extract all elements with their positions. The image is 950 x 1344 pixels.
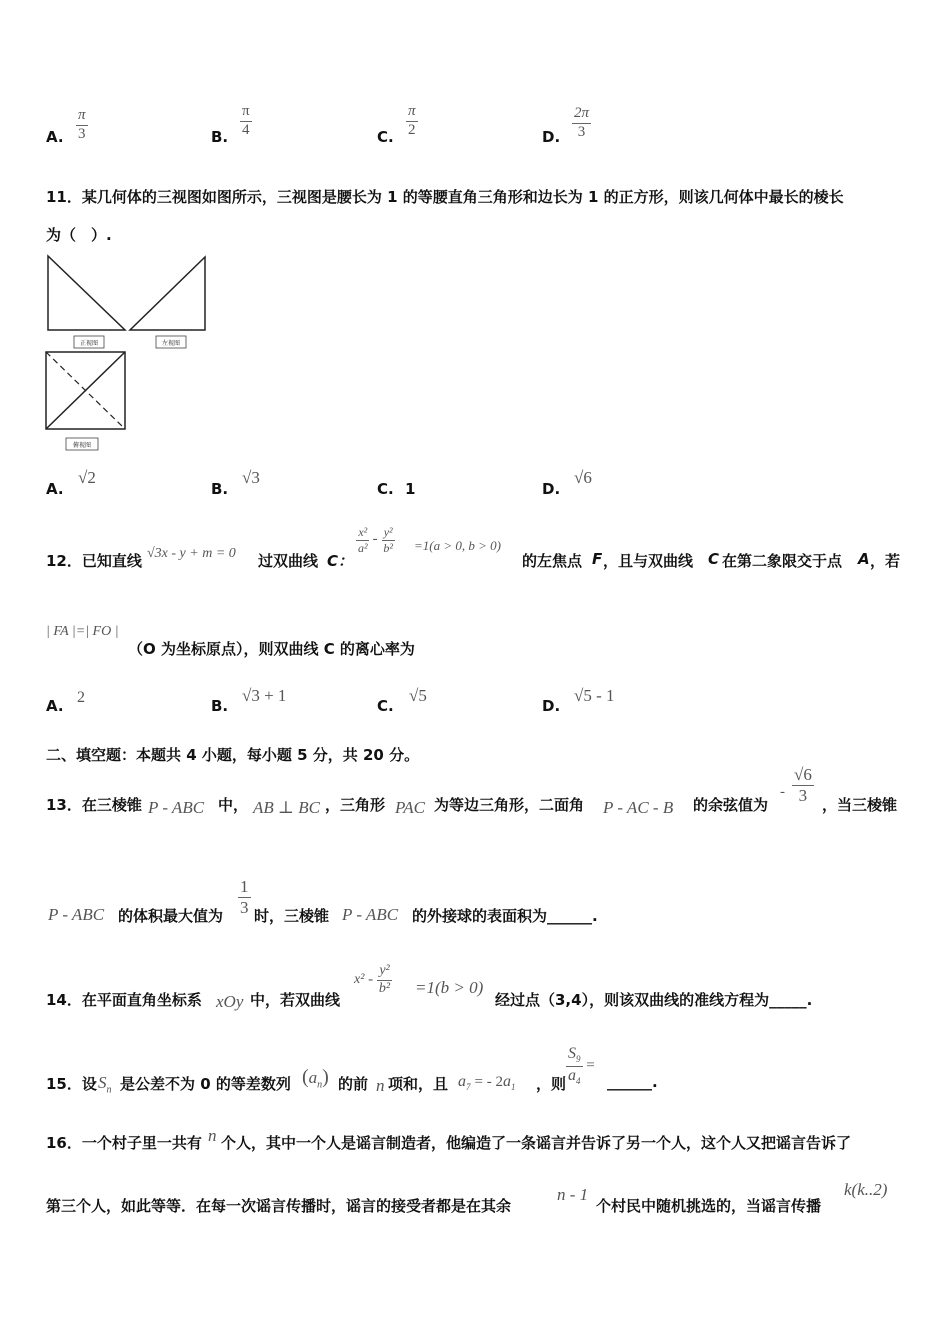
q14-coordinate-system: xOy	[216, 992, 244, 1011]
three-view-figure	[40, 250, 220, 460]
q15-t5: ，则	[536, 1075, 567, 1093]
side-view-caption: 左视图	[161, 340, 181, 347]
q15-condition: $a_7$ = - $2a_1$	[458, 1073, 516, 1093]
q12-option-c-label: C.	[377, 697, 394, 715]
q16-l2-t2: 个村民中随机挑选的，当谣言传播	[596, 1197, 822, 1215]
q12-option-b-value: √3 + 1	[242, 686, 287, 705]
q13-l2-pyramid2: P - ABC	[342, 905, 399, 924]
q13-t1: 13．在三棱锥	[46, 796, 142, 814]
q12-mid2: 的左焦点	[522, 552, 583, 570]
q11-option-b-label: B.	[211, 480, 229, 498]
q10-option-d-value: $\frac{2\pi}{3}$	[574, 105, 590, 140]
q12-prefix: 12．已知直线	[46, 552, 142, 570]
q13-triangle: PAC	[395, 798, 425, 817]
q12-line2: （O 为坐标原点），则双曲线 C 的离心率为	[128, 640, 415, 658]
q12-a: A	[858, 550, 870, 568]
q15-blank: ______.	[607, 1073, 658, 1091]
q13-t3: ，三角形	[325, 796, 386, 814]
q13-perpendicular: AB ⊥ BC	[253, 798, 320, 817]
q10-option-b-label: B.	[211, 128, 229, 146]
q13-l2-t3: 的外接球的表面积为______.	[412, 907, 598, 925]
q12-hyperbola-condition: =1(a > 0, b > 0)	[414, 538, 501, 553]
front-view-caption: 正视图	[79, 340, 99, 347]
q13-t2: 中，	[218, 796, 249, 814]
q13-pyramid: P - ABC	[148, 798, 205, 817]
q10-option-a-value: $\frac{\pi}{3}$	[78, 107, 86, 142]
section-2-heading: 二、填空题：本题共 4 小题，每小题 5 分，共 20 分。	[46, 746, 420, 764]
q12-c: C	[708, 550, 720, 568]
q12-option-a-value: 2	[77, 689, 85, 706]
side-view-triangle	[130, 257, 205, 330]
q16-t2: 个人，其中一个人是谣言制造者，他编造了一条谣言并告诉了另一个人，这个人又把谣言告诉了	[221, 1134, 852, 1152]
q13-dihedral: P - AC - B	[603, 798, 674, 817]
q13-l2-t1: 的体积最大值为	[118, 907, 224, 925]
q13-t6: ，当三棱锥	[822, 796, 898, 814]
q14-condition: =1(b > 0)	[415, 978, 484, 997]
q14-t3: 经过点（3,4），则该双曲线的准线方程为_____.	[495, 991, 813, 1009]
q13-cos-fraction: $\frac{√6}{3}$	[794, 765, 812, 805]
q11-option-d-label: D.	[542, 480, 561, 498]
q14-hyperbola-eq: x² - $\frac{\text{y²}}{\text{b²}}$	[354, 963, 391, 996]
q11-line2: 为（ ）.	[46, 226, 112, 244]
q12-mid3: ，且与双曲线	[603, 552, 694, 570]
q10-option-c-value: $\frac{\pi}{2}$	[408, 103, 416, 138]
q12-mid1: 过双曲线	[258, 552, 319, 570]
q12-f: F	[592, 550, 603, 568]
q12-end: ，若	[870, 552, 901, 570]
q11-option-a-value: √2	[78, 468, 96, 487]
q11-line1: 11．某几何体的三视图如图所示，三视图是腰长为 1 的等腰直角三角形和边长为 1 的正方形，则该几何体中最长的棱长	[46, 188, 844, 206]
q15-ratio: $\frac{S_9}{a_4}$ =	[568, 1045, 595, 1086]
q11-option-c-value: 1	[405, 480, 416, 498]
q10-option-b-value: $\frac{\pi}{4}$	[242, 103, 250, 138]
q13-volume-fraction: $\frac{1}{3}$	[240, 877, 249, 917]
q15-t4: 项和，且	[388, 1075, 449, 1093]
q16-n-minus-1: n - 1	[557, 1185, 589, 1204]
q12-condition: | FA |=| FO |	[46, 624, 119, 639]
q11-option-c-label: C.	[377, 480, 394, 498]
q15-t1: 15．设	[46, 1075, 97, 1093]
q14-t2: 中，若双曲线	[250, 991, 341, 1009]
q16-t1: 16．一个村子里一共有	[46, 1134, 202, 1152]
q11-option-b-value: √3	[242, 468, 260, 487]
q10-option-c-label: C.	[377, 128, 394, 146]
q12-option-a-label: A.	[46, 697, 64, 715]
front-view-triangle	[48, 256, 125, 330]
q15-sn: $S_n$	[98, 1073, 112, 1096]
q16-k: k(k..2)	[844, 1180, 888, 1199]
q13-t5: 的余弦值为	[693, 796, 769, 814]
q12-mid4: 在第二象限交于点	[722, 552, 843, 570]
q15-sequence: $(a_n)$	[302, 1066, 329, 1091]
q16-n: n	[208, 1126, 217, 1145]
q13-t4: 为等边三角形，二面角	[434, 796, 585, 814]
q12-line-equation: √3x - y + m = 0	[147, 546, 236, 561]
q12-option-b-label: B.	[211, 697, 229, 715]
q13-l2-pyramid: P - ABC	[48, 905, 105, 924]
q13-l2-t2: 时，三棱锥	[254, 907, 330, 925]
q11-option-d-value: √6	[574, 468, 592, 487]
q12-hyperbola-eq: $\frac{\text{x²}}{\text{a²}}$ - $\frac{\text{y²}}{\text{b²}}$	[358, 525, 393, 555]
q12-option-d-label: D.	[542, 697, 561, 715]
q10-option-d-label: D.	[542, 128, 561, 146]
q15-t3: 的前	[338, 1075, 369, 1093]
q11-option-a-label: A.	[46, 480, 64, 498]
q16-l2-t1: 第三个人，如此等等．在每一次谣言传播时，谣言的接受者都是在其余	[46, 1197, 512, 1215]
q10-option-a-label: A.	[46, 128, 64, 146]
q14-t1: 14．在平面直角坐标系	[46, 991, 202, 1009]
q12-option-d-value: √5 - 1	[574, 686, 615, 705]
q13-cos-sign: -	[780, 784, 785, 800]
q15-t2: 是公差不为 0 的等差数列	[120, 1075, 291, 1093]
top-view-caption: 俯视图	[72, 442, 92, 449]
q15-n: n	[376, 1076, 385, 1095]
q12-option-c-value: √5	[409, 686, 427, 705]
q12-curve-name: C：	[327, 552, 354, 570]
